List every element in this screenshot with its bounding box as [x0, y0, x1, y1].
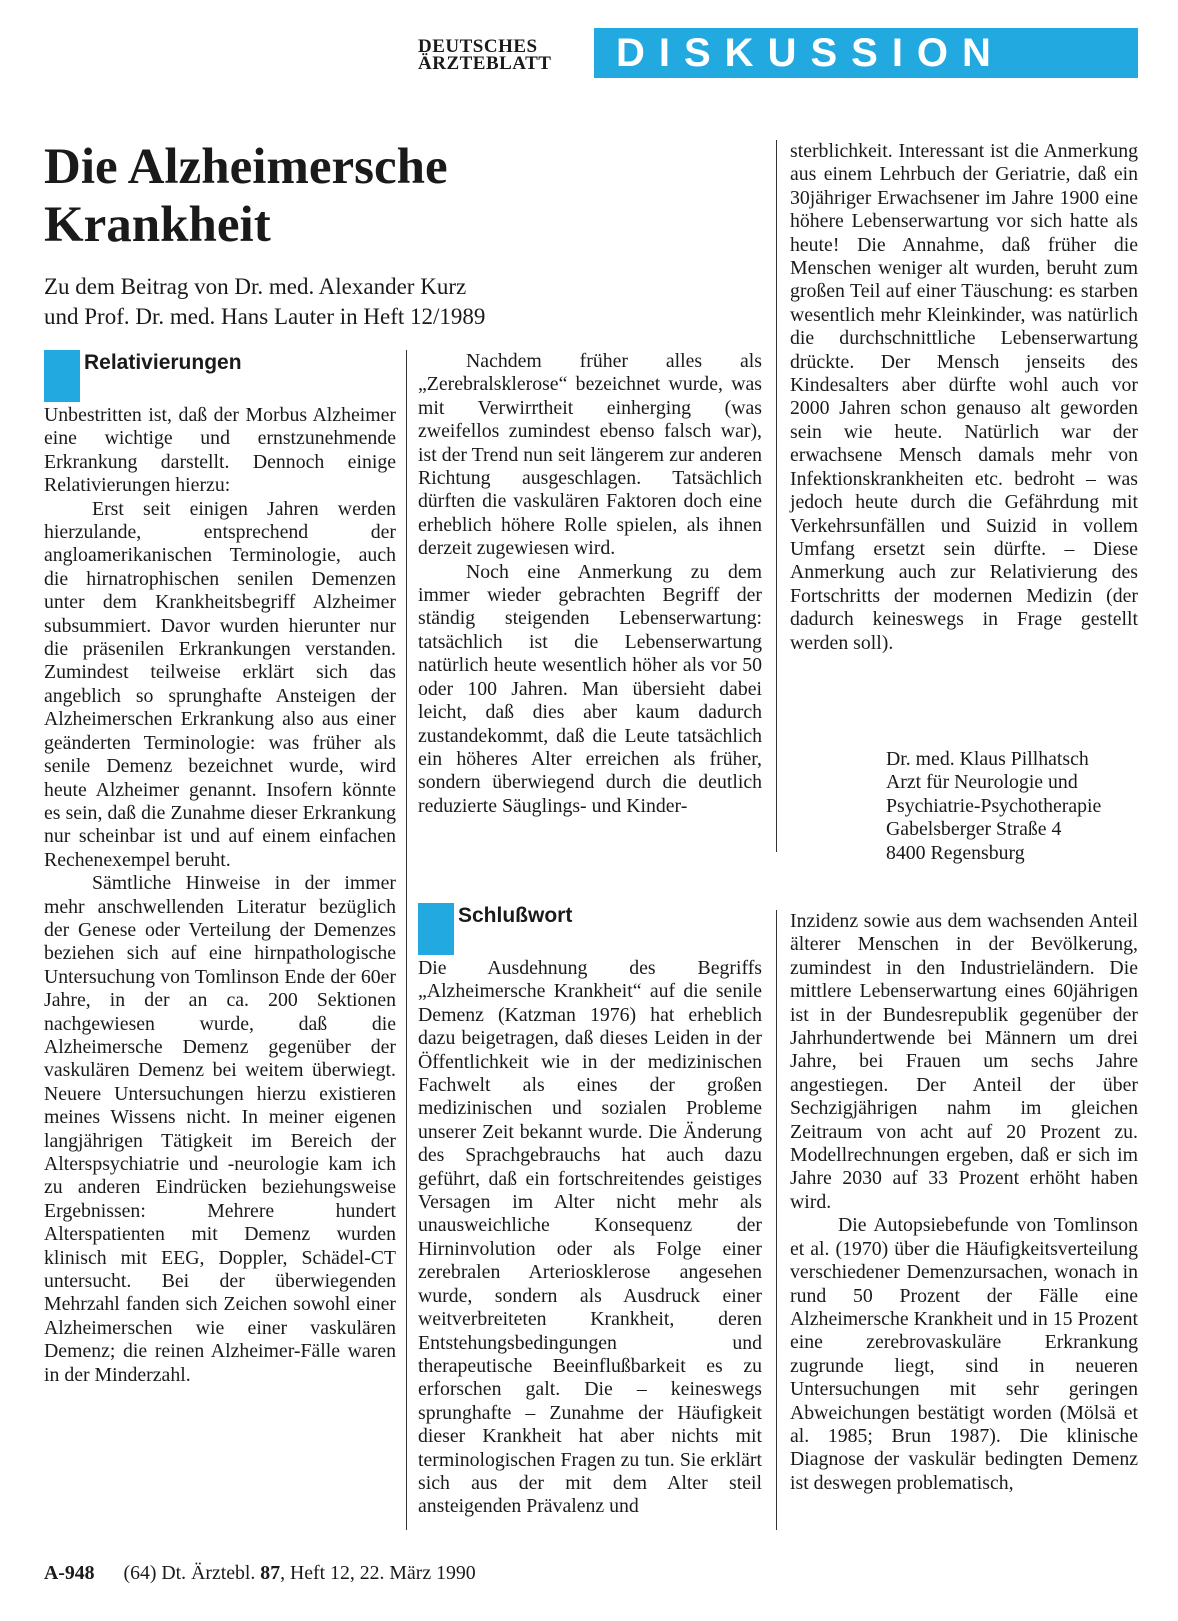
letter-paragraph-6: sterblichkeit. Interessant ist die Anmerkung aus einem Lehrbuch der Geriatrie, daß ein 30jähriger Erwachsener im Jahre 1900 eine höhere Lebenserwartung vor sich hatte als heute! Die Annahme, daß früher die Menschen weniger alt wurden, beruht zum großen Teil auf einer Täuschung: es starben wesentlich mehr Kleinkinder, was natürlich die durchschnittliche Lebenserwartung drückte. Der Mensch jenseits des Kindesalters aber dürfte wohl auch vor 2000 Jahren schon genauso alt geworden sein wie heute. Natürlich war der erwachsene Mensch damals mehr von Infektionskrankheiten etc. bedroht – was jedoch heute durch die Gefährdung mit Verkehrsunfällen und Suizid in vollem Umfang ersetzt sein dürfte. – Diese Anmerkung auch zur Relativierung des Fortschritts der modernen Medizin (der dadurch keineswegs in Frage gestellt werden soll). — [790, 140, 1138, 654]
section-marker-square — [418, 903, 454, 955]
reply-heading: Schlußwort — [458, 904, 573, 927]
letter-column-1 — [44, 350, 396, 1387]
section-marker-square — [44, 350, 80, 402]
letter-heading-block — [44, 350, 396, 404]
brand-line-2: ÄRZTEBLATT — [418, 53, 552, 74]
subtitle-line-2: und Prof. Dr. med. Hans Lauter in Heft 12/1989 — [44, 304, 486, 329]
letter-heading: Relativierungen — [84, 351, 242, 374]
letter-column-2 — [418, 350, 762, 818]
reply-heading-block — [418, 903, 762, 957]
citation-prefix: (64) Dt. Ärztebl. — [123, 1562, 256, 1584]
article-title — [44, 138, 744, 254]
title-line-2: Krankheit — [44, 197, 271, 253]
title-line-1: Die Alzheimersche — [44, 139, 448, 195]
brand-line-1: DEUTSCHES — [418, 36, 538, 57]
section-banner: DISKUSSION — [594, 28, 1138, 78]
subtitle-line-1: Zu dem Beitrag von Dr. med. Alexander Kurz — [44, 274, 467, 299]
letter-paragraph-1: Unbestritten ist, daß der Morbus Alzheimer eine wichtige und ernstzunehmende Erkrankung darstellt. Dennoch einige Relativierungen hierzu: — [44, 404, 396, 497]
citation-volume: 87 — [260, 1562, 281, 1584]
reply-paragraph-1: Die Ausdehnung des Begriffs „Alzheimersche Krankheit“ auf die senile Demenz (Katzman 1976) hat erheblich dazu beigetragen, daß dieses Leiden in der Öffentlichkeit wie in der medizinischen Fachwelt als eines der großen medizinischen und sozialen Probleme unserer Zeit bekannt wurde. Die Änderung des Sprachgebrauchs hat auch dazu geführt, daß ein fortschreitendes geistiges Versagen im Alter nicht mehr als unausweichliche Konsequenz der Hirninvolution oder als Folge einer zerebralen Arteriosklerose angesehen wurde, sondern als Ausdruck einer weitverbreiteten Krankheit, deren Entstehungsbedingungen und therapeutische Beeinflußbarkeit es zu erforschen galt. Die – keineswegs sprunghafte – Zunahme der Häufigkeit dieser Krankheit hat aber nichts mit terminologischen Fragen zu tun. Sie erklärt sich aus der mit dem Alter steil ansteigenden Prävalenz und — [418, 957, 762, 1518]
page-number: A-948 — [44, 1562, 95, 1584]
column-rule-3 — [776, 910, 777, 1530]
reply-paragraph-3: Die Autopsiebefunde von Tomlinson et al. (1970) über die Häufigkeitsverteilung verschiedener Demenzursachen, wonach in rund 50 Prozent der Fälle eine Alzheimersche Krankheit und in 15 Prozent eine zerebrovaskuläre Erkrankung zugrunde liegt, sind in neueren Untersuchungen mit sehr geringen Abweichungen bestätigt worden (Mölsä et al. 1985; Brun 1987). Die klinische Diagnose der vaskulär bedingten Demenz ist deswegen problematisch, — [790, 1214, 1138, 1494]
letter-paragraph-5: Noch eine Anmerkung zu dem immer wieder gebrachten Begriff der ständig steigenden Lebenserwartung: tatsächlich ist die Lebenserwartung natürlich heute wesentlich höher als vor 50 oder 100 Jahren. Man übersieht dabei leicht, daß dies aber kaum dadurch zustandekommt, daß die Leute tatsächlich ein höheres Alter erreichen als früher, sondern überwiegend durch die deutlich reduzierte Säuglings- und Kinder- — [418, 560, 762, 817]
reply-paragraph-2: Inzidenz sowie aus dem wachsenden Anteil älterer Menschen in der Bevölkerung, zumindest in den Industrieländern. Die mittlere Lebenserwartung eines 60jährigen ist in der Bundesrepublik gegenüber der Jahrhundertwende bei Männern um drei Jahre, bei Frauen um sechs Jahre angestiegen. Der Anteil der über Sechzigjährigen nahm im gleichen Zeitraum von acht auf 20 Prozent zu. Modellrechnungen ergeben, daß er sich im Jahre 2030 auf 33 Prozent erhöht haben wird. — [790, 910, 1138, 1213]
letter-paragraph-2: Erst seit einigen Jahren werden hierzulande, entsprechend der angloamerikanischen Terminologie, auch die hirnatrophischen senilen Demenzen unter dem Krankheitsbegriff Alzheimer subsummiert. Davor wurden hierunter nur die präsenilen Erkrankungen verstanden. Zumindest teilweise erklärt sich das angeblich so sprunghafte Ansteigen der Alzheimerschen Erkrankung also aus einer geänderten Terminologie: was früher als senile Demenz bezeichnet wurde, wird heute Alzheimer genannt. Insofern könnte es sein, daß die Zunahme dieser Erkrankung nur scheinbar ist und auf einem einfachen Rechenexempel beruht. — [44, 497, 396, 871]
letter-signature — [886, 748, 1146, 865]
citation-suffix: , Heft 12, 22. März 1990 — [280, 1562, 476, 1584]
letter-column-3 — [790, 140, 1138, 655]
letter-paragraph-4: Nachdem früher alles als „Zerebralsklerose“ bezeichnet wurde, was mit Verwirrtheit einherging (was zweifellos zumindest ebenso falsch war), ist der Trend nun seit längerem zur anderen Richtung ausgeschlagen. Tatsächlich dürften die vaskulären Faktoren doch eine erheblich höhere Rolle spielen, als ihnen derzeit zugewiesen wird. — [418, 350, 762, 560]
page-footer — [44, 1562, 476, 1585]
column-rule-2 — [776, 140, 777, 852]
reply-column-1 — [418, 903, 762, 1519]
column-rule-1 — [406, 350, 407, 1530]
signature-specialty: Psychiatrie-Psychotherapie — [886, 794, 1102, 817]
signature-title: Arzt für Neurologie und — [886, 771, 1078, 794]
reply-column-2 — [790, 910, 1138, 1495]
signature-name: Dr. med. Klaus Pillhatsch — [886, 748, 1089, 770]
masthead-brand — [418, 38, 586, 72]
letter-paragraph-3: Sämtliche Hinweise in der immer mehr anschwellenden Literatur bezüglich der Genese oder Verteilung der Demenzes beziehen sich auf eine hirnpathologische Untersuchung von Tomlinson Ende der 60er Jahre, in der an ca. 200 Sektionen nachgewiesen wurde, daß die Alzheimersche Demenz gegenüber der vaskulären Demenz bei weitem überwiegt. Neuere Untersuchungen hierzu existieren meines Wissens nicht. In meiner eigenen langjährigen Tätigkeit im Bereich der Alterspsychiatrie und -neurologie kam ich zu anderen Eindrücken beziehungsweise Ergebnissen: Mehrere hundert Alterspatienten mit Demenz wurden klinisch mit EEG, Doppler, Schädel-CT untersucht. Bei der überwiegenden Mehrzahl fanden sich Zeichen sowohl einer Alzheimerschen wie einer vaskulären Demenz; die reinen Alzheimer-Fälle waren in der Minderzahl. — [44, 872, 396, 1386]
signature-city: 8400 Regensburg — [886, 841, 1025, 864]
article-subtitle — [44, 272, 744, 332]
signature-street: Gabelsberger Straße 4 — [886, 818, 1062, 841]
